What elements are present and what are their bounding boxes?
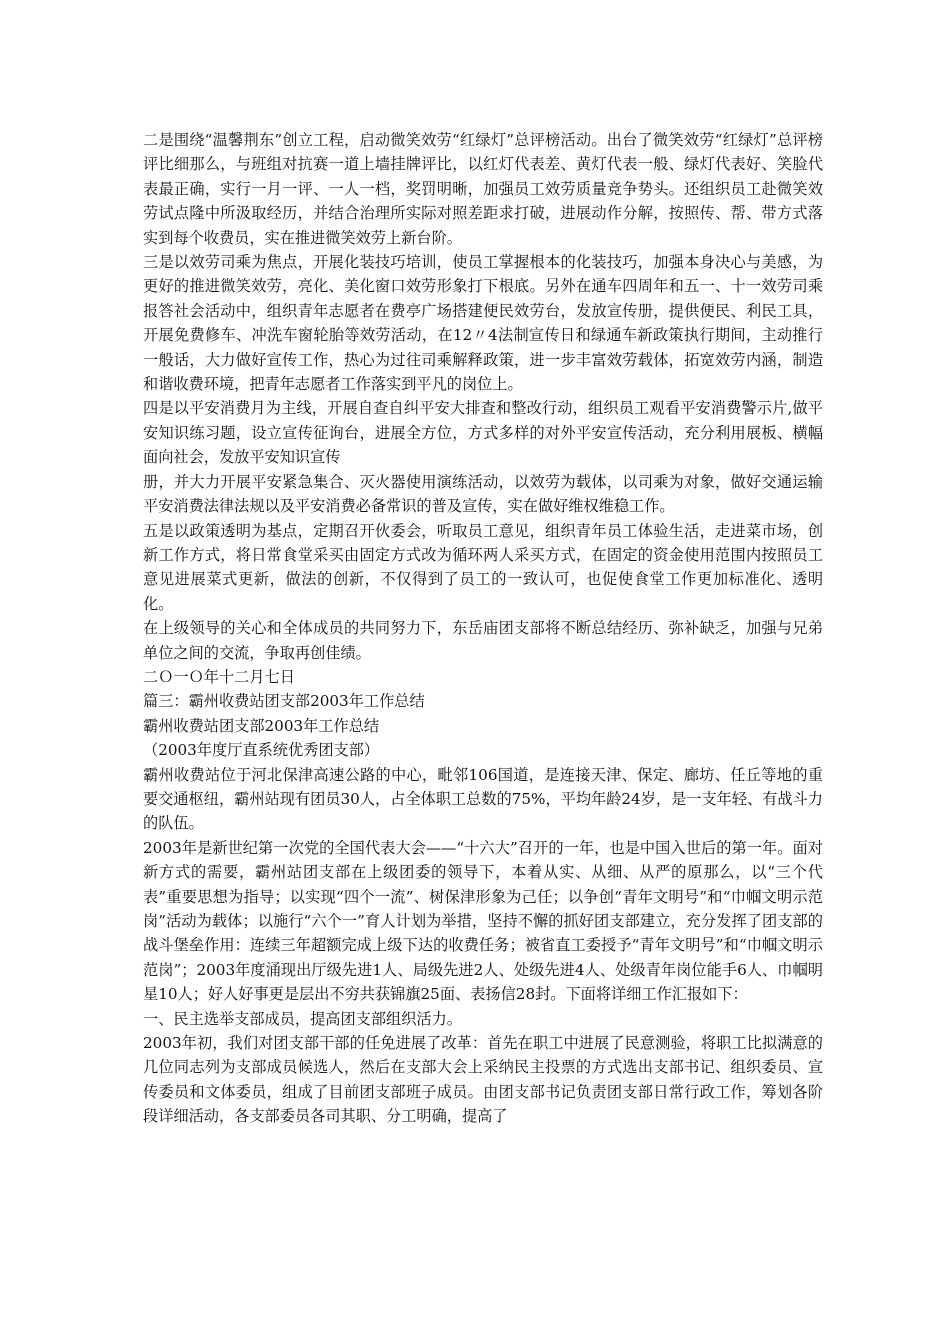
paragraph-6: 在上级领导的关心和全体成员的共同努力下，东岳庙团支部将不断总结经历、弥补缺乏，加强与兄弟单位之间的交流，争取再创佳绩。 [143, 619, 823, 662]
paragraph-4: 册，并大力开展平安紧急集合、灭火器使用演练活动，以效劳为载体，以司乘为对象，做好交通运输平安消费法律法规以及平安消费必备常识的普及宣传，实在做好维权维稳工作。 [143, 472, 823, 516]
date-line: 二Ｏ一Ｏ年十二月七日 [143, 667, 295, 686]
paragraph-5: 五是以政策透明为基点，定期召开伙委会，听取员工意见，组织青年员工体验生活，走进菜市场，创新工作方式，将日常食堂采买由固定方式改为循环两人采买方式，在固定的资金使用范围内按照员工意见进展菜式更新，做法的创新，不仅得到了员工的一致认可，也促使食堂工作更加标准化、透明化。 [143, 521, 823, 613]
paragraph-2: 三是以效劳司乘为焦点，开展化装技巧培训，使员工掌握根本的化装技巧，加强本身决心与美感，为更好的推进微笑效劳，亮化、美化窗口效劳形象打下根底。另外在通车四周年和五一、十一效劳司乘报答社会活动中，组织青年志愿者在费亭广场搭建便民效劳台，发放宣传册，提供便民、利民工具，开展免费修车、冲洗车窗轮胎等效劳活动，在12〃4法制宣传日和绿通车新政策执行期间，主动推行一般话，大力做好宣传工作，热心为过往司乘解释政策，进一步丰富效劳载体，拓宽效劳内涵，制造和谐收费环境，把青年志愿者工作落实到平凡的岗位上。 [143, 253, 823, 394]
paragraph-1: 二是围绕“温馨荆东”创立工程，启动微笑效劳“红绿灯”总评榜活动。出台了微笑效劳“红绿灯”总评榜评比细那么，与班组对抗赛一道上墙挂牌评比，以红灯代表差、黄灯代表一般、绿灯代表好、笑脸代表最正确，实行一月一评、一人一档，奖罚明晰，加强员工效劳质量竞争势头。还组织员工赴微笑效劳试点隆中所汲取经历，并结合治理所实际对照差距求打破，进展动作分解，按照传、帮、带方式落实到每个收费员，实在推进微笑效劳上新台阶。 [143, 131, 823, 247]
subheading-1: 一、民主选举支部成员，提高团支部组织活力。 [143, 1009, 462, 1028]
section-heading: 篇三：霸州收费站团支部2003年工作总结 [143, 692, 425, 711]
paragraph-7: 霸州收费站位于河北保津高速公路的中心，毗邻106国道，是连接天津、保定、廊坊、任丘等地的重要交通枢纽，霸州站现有团员30人，占全体职工总数的75%，平均年龄24岁，是一支年轻、有战斗力的队伍。 [143, 765, 823, 833]
paragraph-8: 2003年是新世纪第一次党的全国代表大会——“十六大”召开的一年，也是中国入世后的第一年。面对新方式的需要，霸州站团支部在上级团委的领导下，本着从实、从细、从严的原那么，以“三个代表”重要思想为指导；以实现“四个一流”、树保津形象为己任；以争创“青年文明号”和“巾帼文明示范岗”活动为载体；以施行“六个一”育人计划为举措，坚持不懈的抓好团支部建立，充分发挥了团支部的战斗堡垒作用：连续三年超额完成上级下达的收费任务；被省直工委授予“青年文明号”和“巾帼文明示范岗”；2003年度涌现出厅级先进1人、局级先进2人、处级先进4人、处级青年岗位能手6人、巾帼明星10人；好人好事更是层出不穷共获锦旗25面、表扬信28封。下面将详细工作汇报如下： [143, 838, 823, 1004]
document-page [143, 128, 823, 1129]
paragraph-3: 四是以平安消费月为主线，开展自查自纠平安大排查和整改行动，组织员工观看平安消费警示片,做平安知识练习题，设立宣传征询台，进展全方位，方式多样的对外平安宣传活动，充分利用展板、横幅面向社会，发放平安知识宣传 [143, 399, 823, 467]
section-subtitle: （2003年度厅直系统优秀团支部） [143, 741, 380, 760]
paragraph-9: 2003年初，我们对团支部干部的任免进展了改革：首先在职工中进展了民意测验，将职工比拟满意的几位同志列为支部成员候选人，然后在支部大会上采纳民主投票的方式选出支部书记、组织委员、宣传委员和文体委员，组成了目前团支部班子成员。由团支部书记负责团支部日常行政工作，筹划各阶段详细活动，各支部委员各司其职、分工明确，提高了 [143, 1034, 823, 1126]
section-title: 霸州收费站团支部2003年工作总结 [143, 716, 380, 735]
